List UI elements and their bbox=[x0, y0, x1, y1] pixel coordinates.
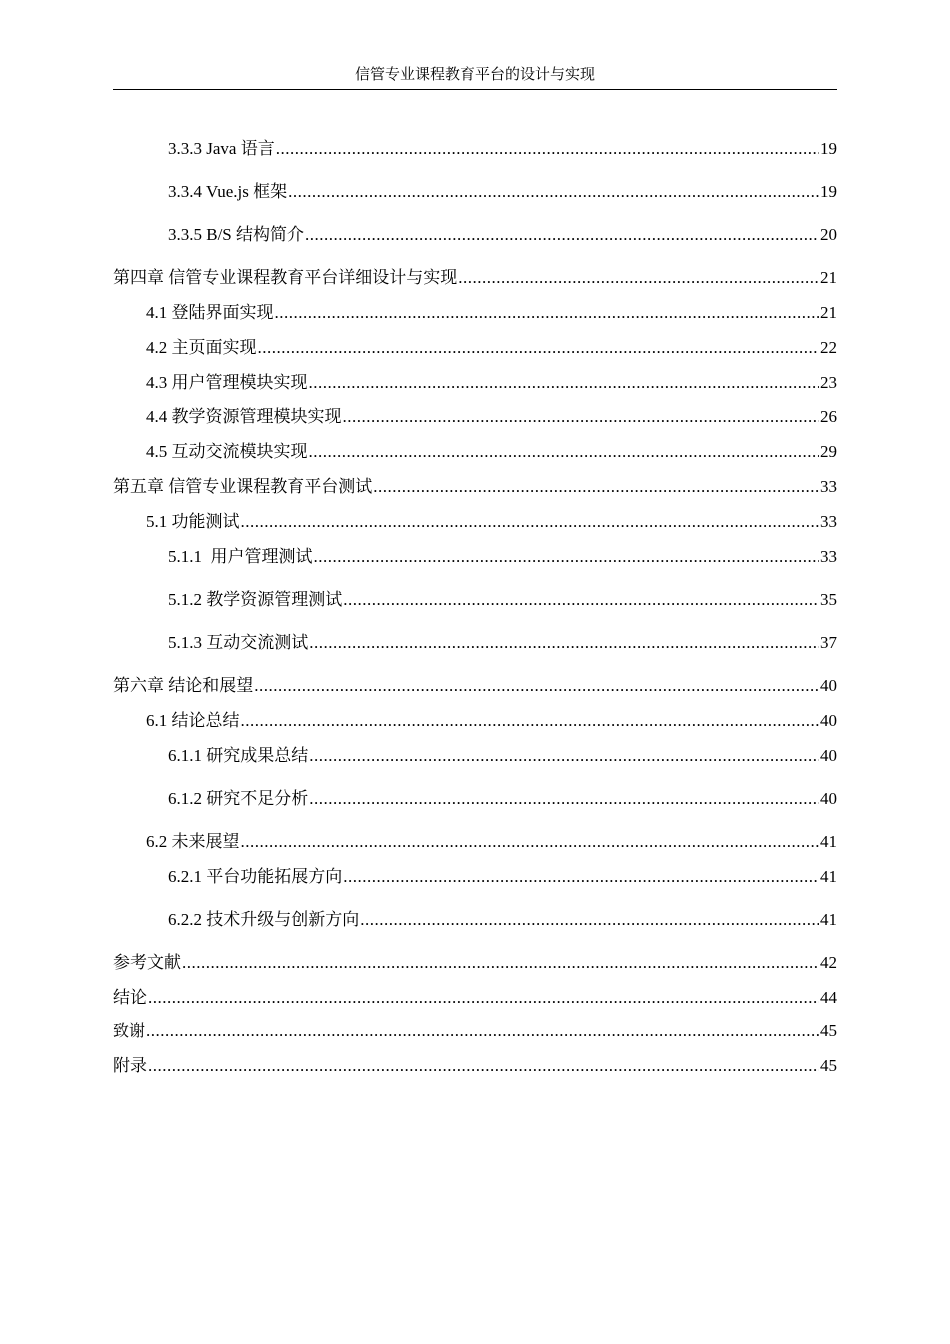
toc-entry-page: 33 bbox=[820, 477, 837, 496]
toc-entry-4-3[interactable] bbox=[146, 372, 837, 394]
toc-entry-chapter-4[interactable] bbox=[113, 267, 837, 289]
table-of-contents bbox=[113, 0, 837, 1344]
toc-entry-title: 第五章 信管专业课程教育平台测试 bbox=[113, 477, 373, 496]
toc-entry-page: 40 bbox=[820, 746, 837, 765]
toc-entry-5-1-2[interactable] bbox=[168, 589, 837, 611]
toc-entry-page: 20 bbox=[820, 225, 837, 244]
dot-leader bbox=[360, 909, 819, 931]
dot-leader bbox=[241, 511, 820, 533]
toc-entry-conclusion[interactable] bbox=[113, 987, 837, 1009]
dot-leader bbox=[309, 745, 819, 767]
toc-entry-title: 6.1.2 研究不足分析 bbox=[168, 789, 309, 808]
toc-entry-page: 40 bbox=[820, 676, 837, 695]
toc-entry-references[interactable] bbox=[113, 952, 837, 974]
toc-entry-5-1-1[interactable] bbox=[168, 546, 837, 568]
toc-entry-page: 40 bbox=[820, 789, 837, 808]
toc-entry-4-4[interactable] bbox=[146, 406, 837, 428]
dot-leader bbox=[458, 267, 819, 289]
toc-entry-4-1[interactable] bbox=[146, 302, 837, 324]
toc-entry-title: 5.1.2 教学资源管理测试 bbox=[168, 590, 343, 609]
toc-entry-title: 4.1 登陆界面实现 bbox=[146, 303, 274, 322]
dot-leader bbox=[314, 546, 820, 568]
dot-leader bbox=[343, 866, 819, 888]
dot-leader bbox=[343, 406, 820, 428]
toc-entry-page: 40 bbox=[820, 711, 837, 730]
toc-entry-chapter-5[interactable] bbox=[113, 476, 837, 498]
dot-leader bbox=[241, 831, 820, 853]
toc-entry-title: 3.3.3 Java 语言 bbox=[168, 139, 275, 158]
toc-entry-3-3-4[interactable] bbox=[168, 181, 837, 203]
toc-entry-5-1-3[interactable] bbox=[168, 632, 837, 654]
toc-entry-title: 第六章 结论和展望 bbox=[113, 676, 254, 695]
toc-entry-page: 45 bbox=[820, 1056, 837, 1075]
toc-entry-title: 3.3.4 Vue.js 框架 bbox=[168, 182, 288, 201]
dot-leader bbox=[309, 632, 819, 654]
toc-entry-page: 23 bbox=[820, 373, 837, 392]
toc-entry-page: 33 bbox=[820, 512, 837, 531]
toc-entry-page: 35 bbox=[820, 590, 837, 609]
toc-entry-page: 19 bbox=[820, 139, 837, 158]
toc-entry-acknowledgements[interactable] bbox=[113, 1020, 837, 1042]
dot-leader bbox=[309, 788, 819, 810]
toc-entry-page: 37 bbox=[820, 633, 837, 652]
dot-leader bbox=[305, 224, 819, 246]
toc-entry-page: 42 bbox=[820, 953, 837, 972]
toc-entry-page: 44 bbox=[820, 988, 837, 1007]
dot-leader bbox=[373, 476, 819, 498]
dot-leader bbox=[276, 138, 819, 160]
toc-entry-page: 19 bbox=[820, 182, 837, 201]
dot-leader bbox=[258, 337, 820, 359]
toc-entry-title: 6.1 结论总结 bbox=[146, 711, 240, 730]
toc-entry-title: 6.2.1 平台功能拓展方向 bbox=[168, 867, 343, 886]
toc-entry-appendix[interactable] bbox=[113, 1055, 837, 1077]
toc-entry-3-3-5[interactable] bbox=[168, 224, 837, 246]
toc-entry-title: 6.2 未来展望 bbox=[146, 832, 240, 851]
dot-leader bbox=[182, 952, 819, 974]
toc-entry-6-1-1[interactable] bbox=[168, 745, 837, 767]
toc-entry-page: 41 bbox=[820, 867, 837, 886]
dot-leader bbox=[309, 372, 820, 394]
toc-entry-title: 参考文献 bbox=[113, 953, 181, 972]
toc-entry-title: 4.3 用户管理模块实现 bbox=[146, 373, 308, 392]
toc-entry-title: 6.2.2 技术升级与创新方向 bbox=[168, 910, 360, 929]
dot-leader bbox=[275, 302, 820, 324]
dot-leader bbox=[148, 987, 819, 1009]
toc-entry-page: 45 bbox=[820, 1021, 837, 1040]
toc-entry-3-3-3[interactable] bbox=[168, 138, 837, 160]
toc-entry-title: 4.2 主页面实现 bbox=[146, 338, 257, 357]
dot-leader bbox=[148, 1055, 819, 1077]
toc-entry-6-2-2[interactable] bbox=[168, 909, 837, 931]
dot-leader bbox=[146, 1020, 819, 1042]
dot-leader bbox=[254, 675, 819, 697]
dot-leader bbox=[288, 181, 819, 203]
dot-leader bbox=[309, 441, 820, 463]
toc-entry-title: 5.1.3 互动交流测试 bbox=[168, 633, 309, 652]
toc-entry-title: 附录 bbox=[113, 1056, 147, 1075]
toc-entry-page: 22 bbox=[820, 338, 837, 357]
toc-entry-title: 4.4 教学资源管理模块实现 bbox=[146, 407, 342, 426]
toc-entry-page: 21 bbox=[820, 268, 837, 287]
toc-entry-page: 41 bbox=[820, 832, 837, 851]
toc-entry-6-2[interactable] bbox=[146, 831, 837, 853]
toc-entry-5-1[interactable] bbox=[146, 511, 837, 533]
dot-leader bbox=[343, 589, 819, 611]
toc-entry-chapter-6[interactable] bbox=[113, 675, 837, 697]
toc-entry-title: 5.1 功能测试 bbox=[146, 512, 240, 531]
toc-entry-page: 21 bbox=[820, 303, 837, 322]
toc-entry-4-2[interactable] bbox=[146, 337, 837, 359]
toc-entry-title: 致谢 bbox=[113, 1021, 146, 1040]
toc-entry-page: 29 bbox=[820, 442, 837, 461]
toc-entry-title: 5.1.1 用户管理测试 bbox=[168, 547, 313, 566]
toc-entry-title: 4.5 互动交流模块实现 bbox=[146, 442, 308, 461]
toc-entry-4-5[interactable] bbox=[146, 441, 837, 463]
toc-entry-page: 26 bbox=[820, 407, 837, 426]
toc-entry-title: 3.3.5 B/S 结构简介 bbox=[168, 225, 305, 244]
page-header: 信管专业课程教育平台的设计与实现 bbox=[113, 64, 837, 90]
toc-entry-title: 6.1.1 研究成果总结 bbox=[168, 746, 309, 765]
toc-entry-6-2-1[interactable] bbox=[168, 866, 837, 888]
toc-entry-title: 第四章 信管专业课程教育平台详细设计与实现 bbox=[113, 268, 458, 287]
toc-entry-title: 结论 bbox=[113, 988, 147, 1007]
toc-entry-page: 33 bbox=[820, 547, 837, 566]
dot-leader bbox=[241, 710, 820, 732]
toc-entry-6-1-2[interactable] bbox=[168, 788, 837, 810]
toc-entry-page: 41 bbox=[820, 910, 837, 929]
toc-entry-6-1[interactable] bbox=[146, 710, 837, 732]
